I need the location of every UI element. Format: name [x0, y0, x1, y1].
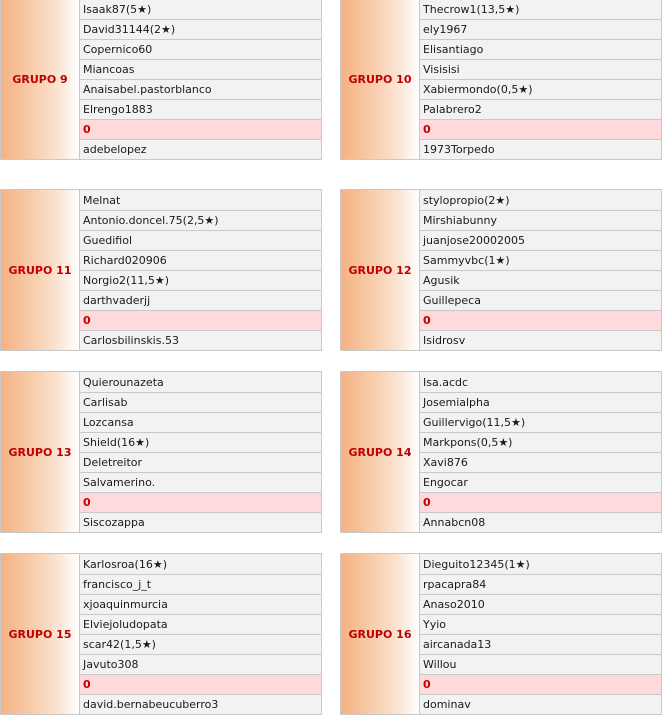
player-list [420, 554, 661, 714]
player-cell: juanjose20002005 [420, 230, 661, 250]
group-label: GRUPO 12 [348, 263, 412, 277]
player-cell: Anaisabel.pastorblanco [80, 79, 321, 99]
group-label-cell [1, 372, 80, 532]
empty-slot-cell: 0 [420, 674, 661, 694]
player-cell: Deletreitor [80, 452, 321, 472]
player-cell: scar42(1,5★) [80, 634, 321, 654]
player-cell: Carlisab [80, 392, 321, 412]
group-label-cell [341, 554, 420, 714]
player-list [420, 372, 661, 532]
player-cell: Siscozappa [80, 512, 321, 532]
empty-slot-cell: 0 [80, 674, 321, 694]
player-cell: Guillepeca [420, 290, 661, 310]
player-cell: adebelopez [80, 139, 321, 159]
player-cell: Josemialpha [420, 392, 661, 412]
player-cell: Isa.acdc [420, 372, 661, 392]
group-block [0, 0, 322, 160]
player-cell: Miancoas [80, 59, 321, 79]
group-block [340, 0, 662, 160]
group-block [340, 371, 662, 533]
player-cell: Salvamerino. [80, 472, 321, 492]
group-block [0, 189, 322, 351]
group-label: GRUPO 16 [348, 627, 412, 641]
empty-slot-cell: 0 [420, 310, 661, 330]
player-cell: Engocar [420, 472, 661, 492]
player-cell: Xabiermondo(0,5★) [420, 79, 661, 99]
group-label: GRUPO 14 [348, 445, 412, 459]
player-list [80, 372, 321, 532]
player-list [80, 554, 321, 714]
group-label: GRUPO 9 [12, 72, 68, 86]
player-cell: dominav [420, 694, 661, 714]
player-cell: xjoaquinmurcia [80, 594, 321, 614]
player-cell: Yyio [420, 614, 661, 634]
player-cell: Shield(16★) [80, 432, 321, 452]
player-cell: Xavi876 [420, 452, 661, 472]
group-label-cell [341, 0, 420, 159]
player-list [80, 190, 321, 350]
player-cell: Palabrero2 [420, 99, 661, 119]
player-cell: Quierounazeta [80, 372, 321, 392]
player-list [80, 0, 321, 159]
player-list [420, 190, 661, 350]
group-label: GRUPO 13 [8, 445, 72, 459]
group-label: GRUPO 10 [348, 72, 412, 86]
player-cell: Javuto308 [80, 654, 321, 674]
player-cell: Markpons(0,5★) [420, 432, 661, 452]
player-cell: Isidrosv [420, 330, 661, 350]
player-cell: Willou [420, 654, 661, 674]
group-label-cell [1, 554, 80, 714]
group-label: GRUPO 11 [8, 263, 72, 277]
player-list [420, 0, 661, 159]
player-cell: ely1967 [420, 19, 661, 39]
group-block [0, 553, 322, 715]
group-block [0, 371, 322, 533]
player-cell: David31144(2★) [80, 19, 321, 39]
player-cell: Antonio.doncel.75(2,5★) [80, 210, 321, 230]
player-cell: Annabcn08 [420, 512, 661, 532]
group-block [340, 553, 662, 715]
player-cell: francisco_j_t [80, 574, 321, 594]
group-label-cell [1, 190, 80, 350]
player-cell: rpacapra84 [420, 574, 661, 594]
player-cell: Sammyvbc(1★) [420, 250, 661, 270]
player-cell: aircanada13 [420, 634, 661, 654]
group-block [340, 189, 662, 351]
empty-slot-cell: 0 [420, 492, 661, 512]
player-cell: Visisisi [420, 59, 661, 79]
player-cell: Norgio2(11,5★) [80, 270, 321, 290]
player-cell: Isaak87(5★) [80, 0, 321, 19]
player-cell: david.bernabeucuberro3 [80, 694, 321, 714]
player-cell: darthvaderjj [80, 290, 321, 310]
player-cell: stylopropio(2★) [420, 190, 661, 210]
group-label: GRUPO 15 [8, 627, 72, 641]
empty-slot-cell: 0 [420, 119, 661, 139]
player-cell: Elviejoludopata [80, 614, 321, 634]
player-cell: Copernico60 [80, 39, 321, 59]
group-label-cell [1, 0, 80, 159]
player-cell: Lozcansa [80, 412, 321, 432]
player-cell: 1973Torpedo [420, 139, 661, 159]
empty-slot-cell: 0 [80, 492, 321, 512]
player-cell: Melnat [80, 190, 321, 210]
player-cell: Anaso2010 [420, 594, 661, 614]
player-cell: Agusik [420, 270, 661, 290]
player-cell: Thecrow1(13,5★) [420, 0, 661, 19]
player-cell: Richard020906 [80, 250, 321, 270]
player-cell: Karlosroa(16★) [80, 554, 321, 574]
empty-slot-cell: 0 [80, 310, 321, 330]
player-cell: Dieguito12345(1★) [420, 554, 661, 574]
group-label-cell [341, 372, 420, 532]
player-cell: Carlosbilinskis.53 [80, 330, 321, 350]
player-cell: Elisantiago [420, 39, 661, 59]
player-cell: Mirshiabunny [420, 210, 661, 230]
player-cell: Guedifiol [80, 230, 321, 250]
player-cell: Elrengo1883 [80, 99, 321, 119]
empty-slot-cell: 0 [80, 119, 321, 139]
player-cell: Guillervigo(11,5★) [420, 412, 661, 432]
group-label-cell [341, 190, 420, 350]
